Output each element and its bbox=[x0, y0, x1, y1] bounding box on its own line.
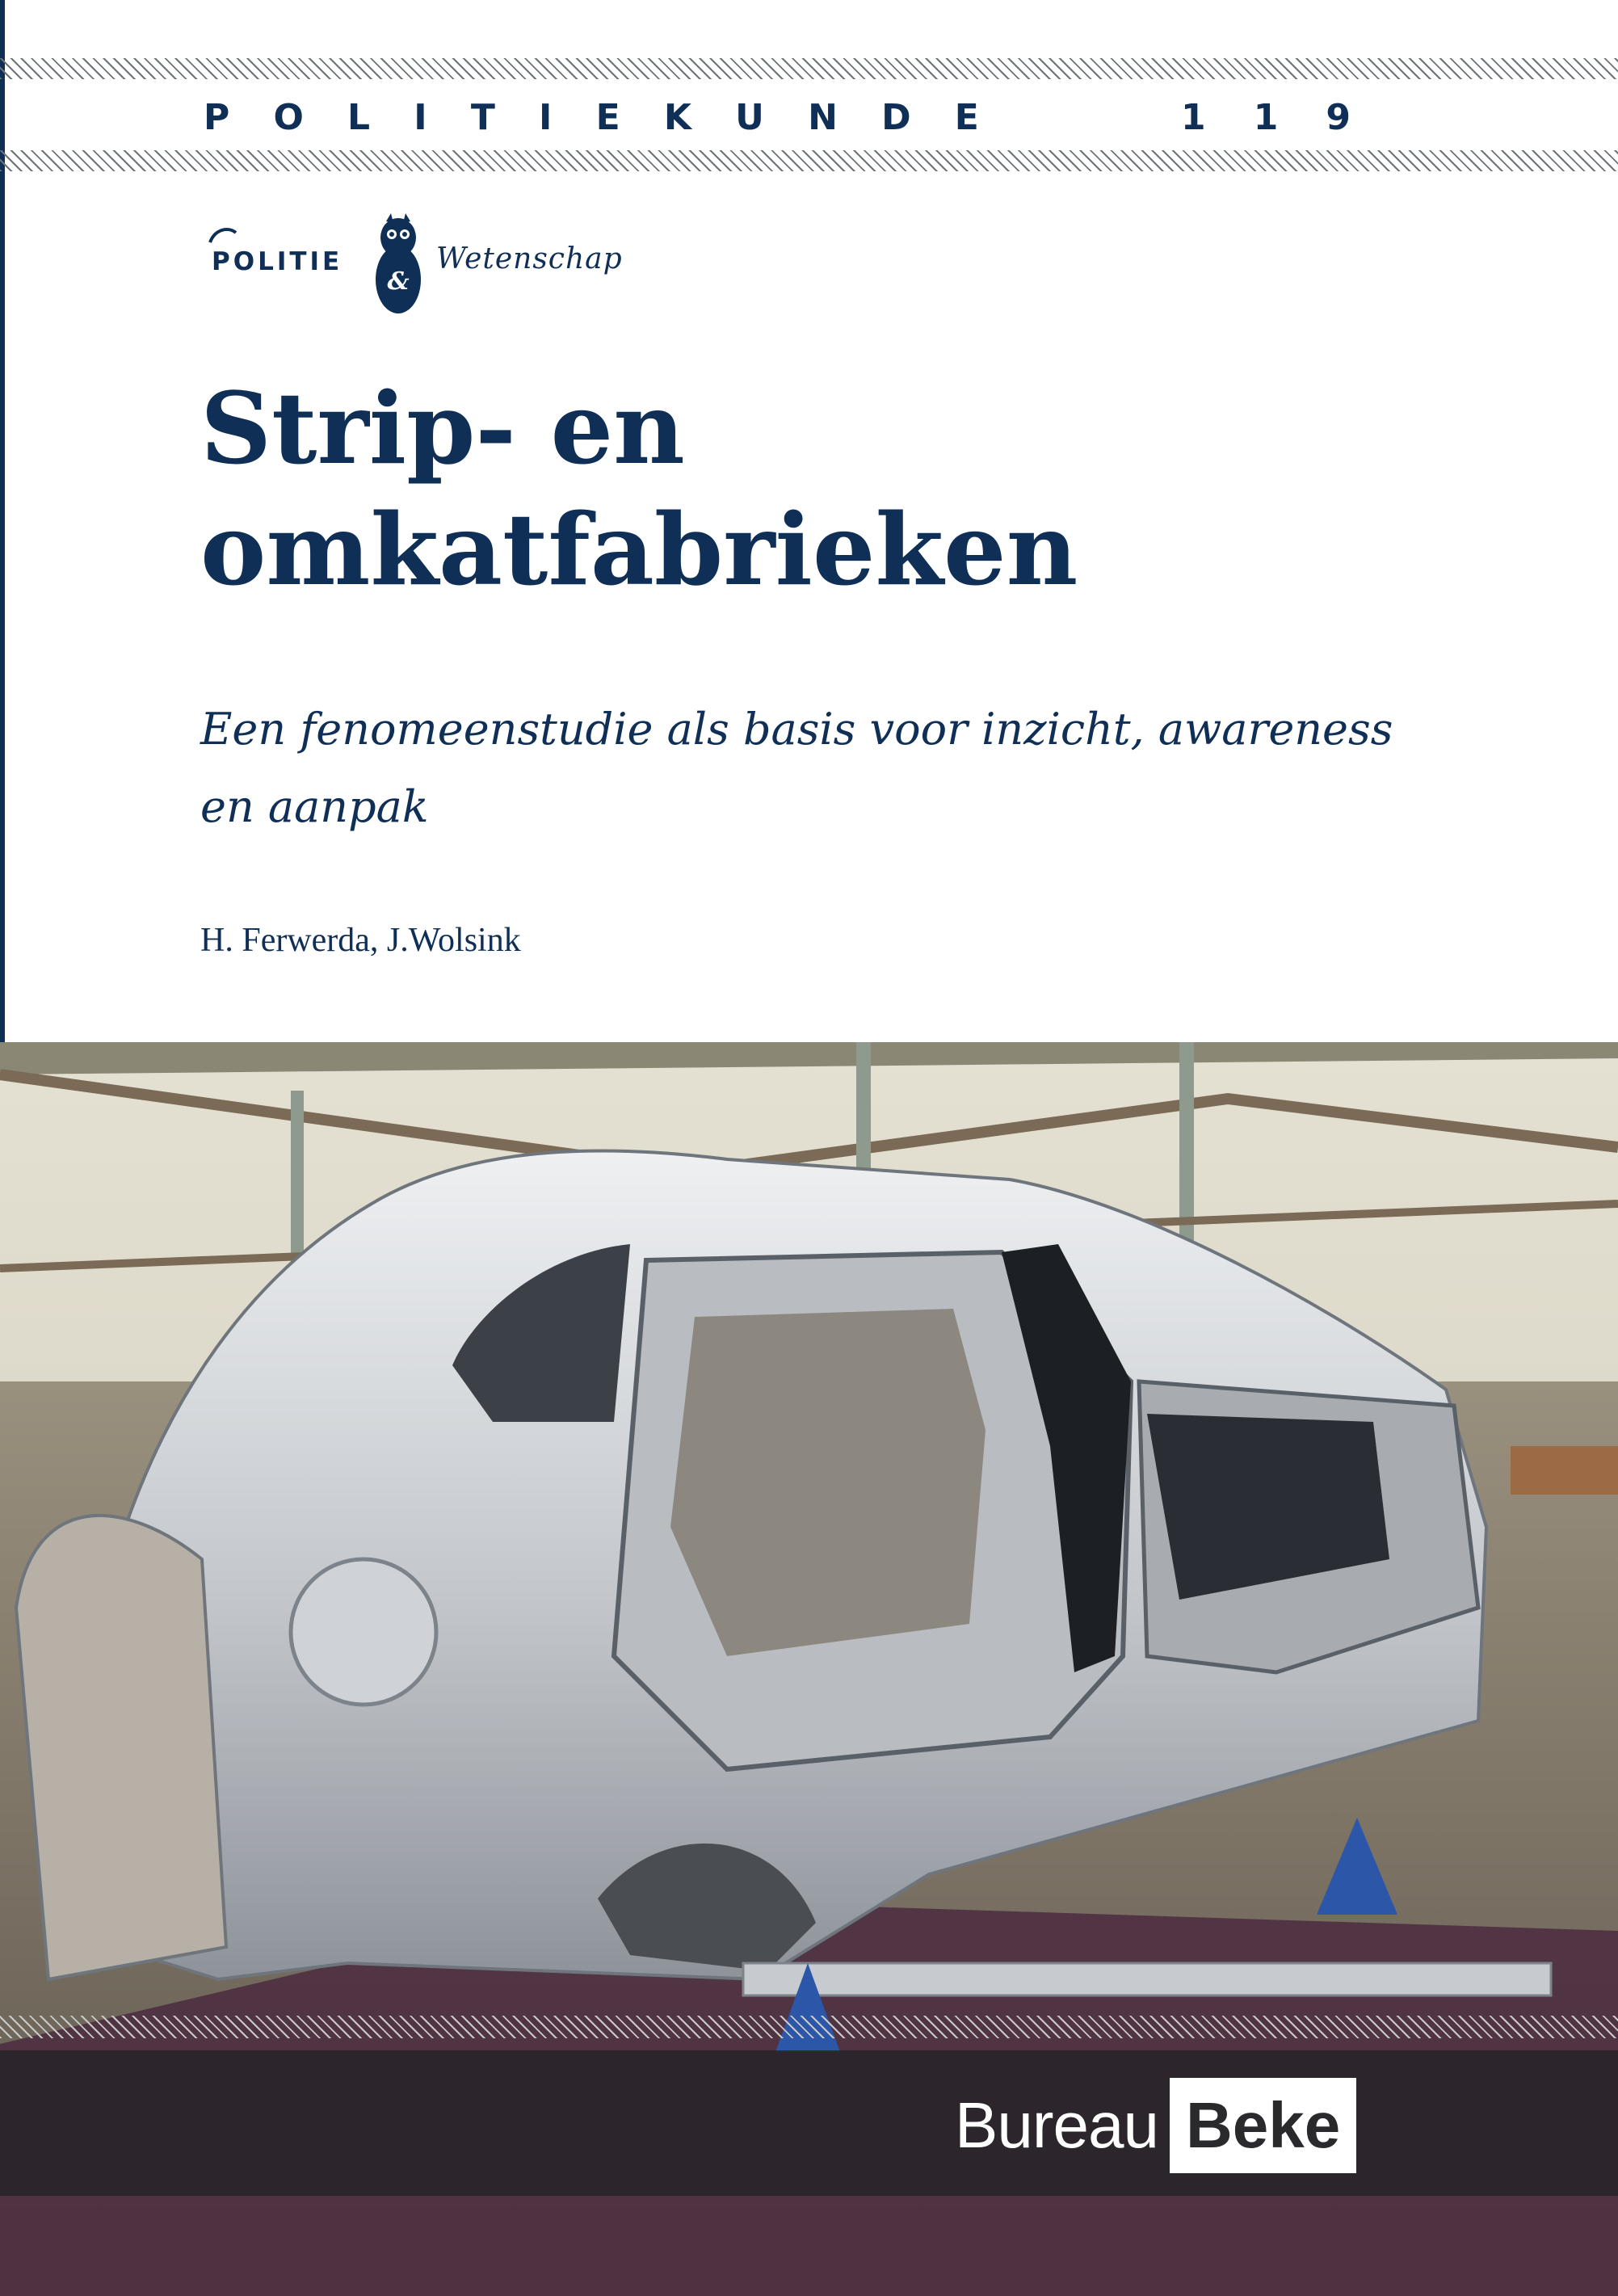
series-name: P O L I T I E K U N D E bbox=[204, 96, 979, 138]
series-number: 1 1 9 bbox=[1181, 96, 1351, 138]
bottom-hatch-band bbox=[0, 2016, 1618, 2038]
politie-wetenschap-logo bbox=[200, 213, 623, 318]
book-authors: H. Ferwerda, J.Wolsink bbox=[200, 922, 521, 959]
top-hatch-band-upper bbox=[0, 58, 1618, 79]
publisher-band bbox=[0, 2050, 1618, 2196]
series-header bbox=[204, 89, 1351, 145]
publisher-name-part-1: Bureau bbox=[955, 2089, 1158, 2161]
subtitle-line-1: Een fenomeenstudie als basis voor inzicht, awareness bbox=[200, 704, 1393, 755]
publisher-logo bbox=[955, 2078, 1356, 2173]
top-hatch-band-lower bbox=[0, 150, 1618, 171]
title-line-2: omkatfabrieken bbox=[200, 491, 1078, 608]
book-title bbox=[200, 368, 1493, 610]
title-line-1: Strip- en bbox=[200, 370, 685, 486]
logo-politie-text: POLITIE bbox=[212, 247, 343, 276]
owl-icon bbox=[367, 213, 430, 318]
logo-wetenschap-text: Wetenschap bbox=[436, 242, 623, 275]
publisher-name-part-2: Beke bbox=[1170, 2078, 1356, 2173]
logo-ampersand: & bbox=[387, 267, 410, 296]
book-subtitle bbox=[200, 691, 1412, 846]
subtitle-line-2: en aanpak bbox=[200, 781, 429, 832]
